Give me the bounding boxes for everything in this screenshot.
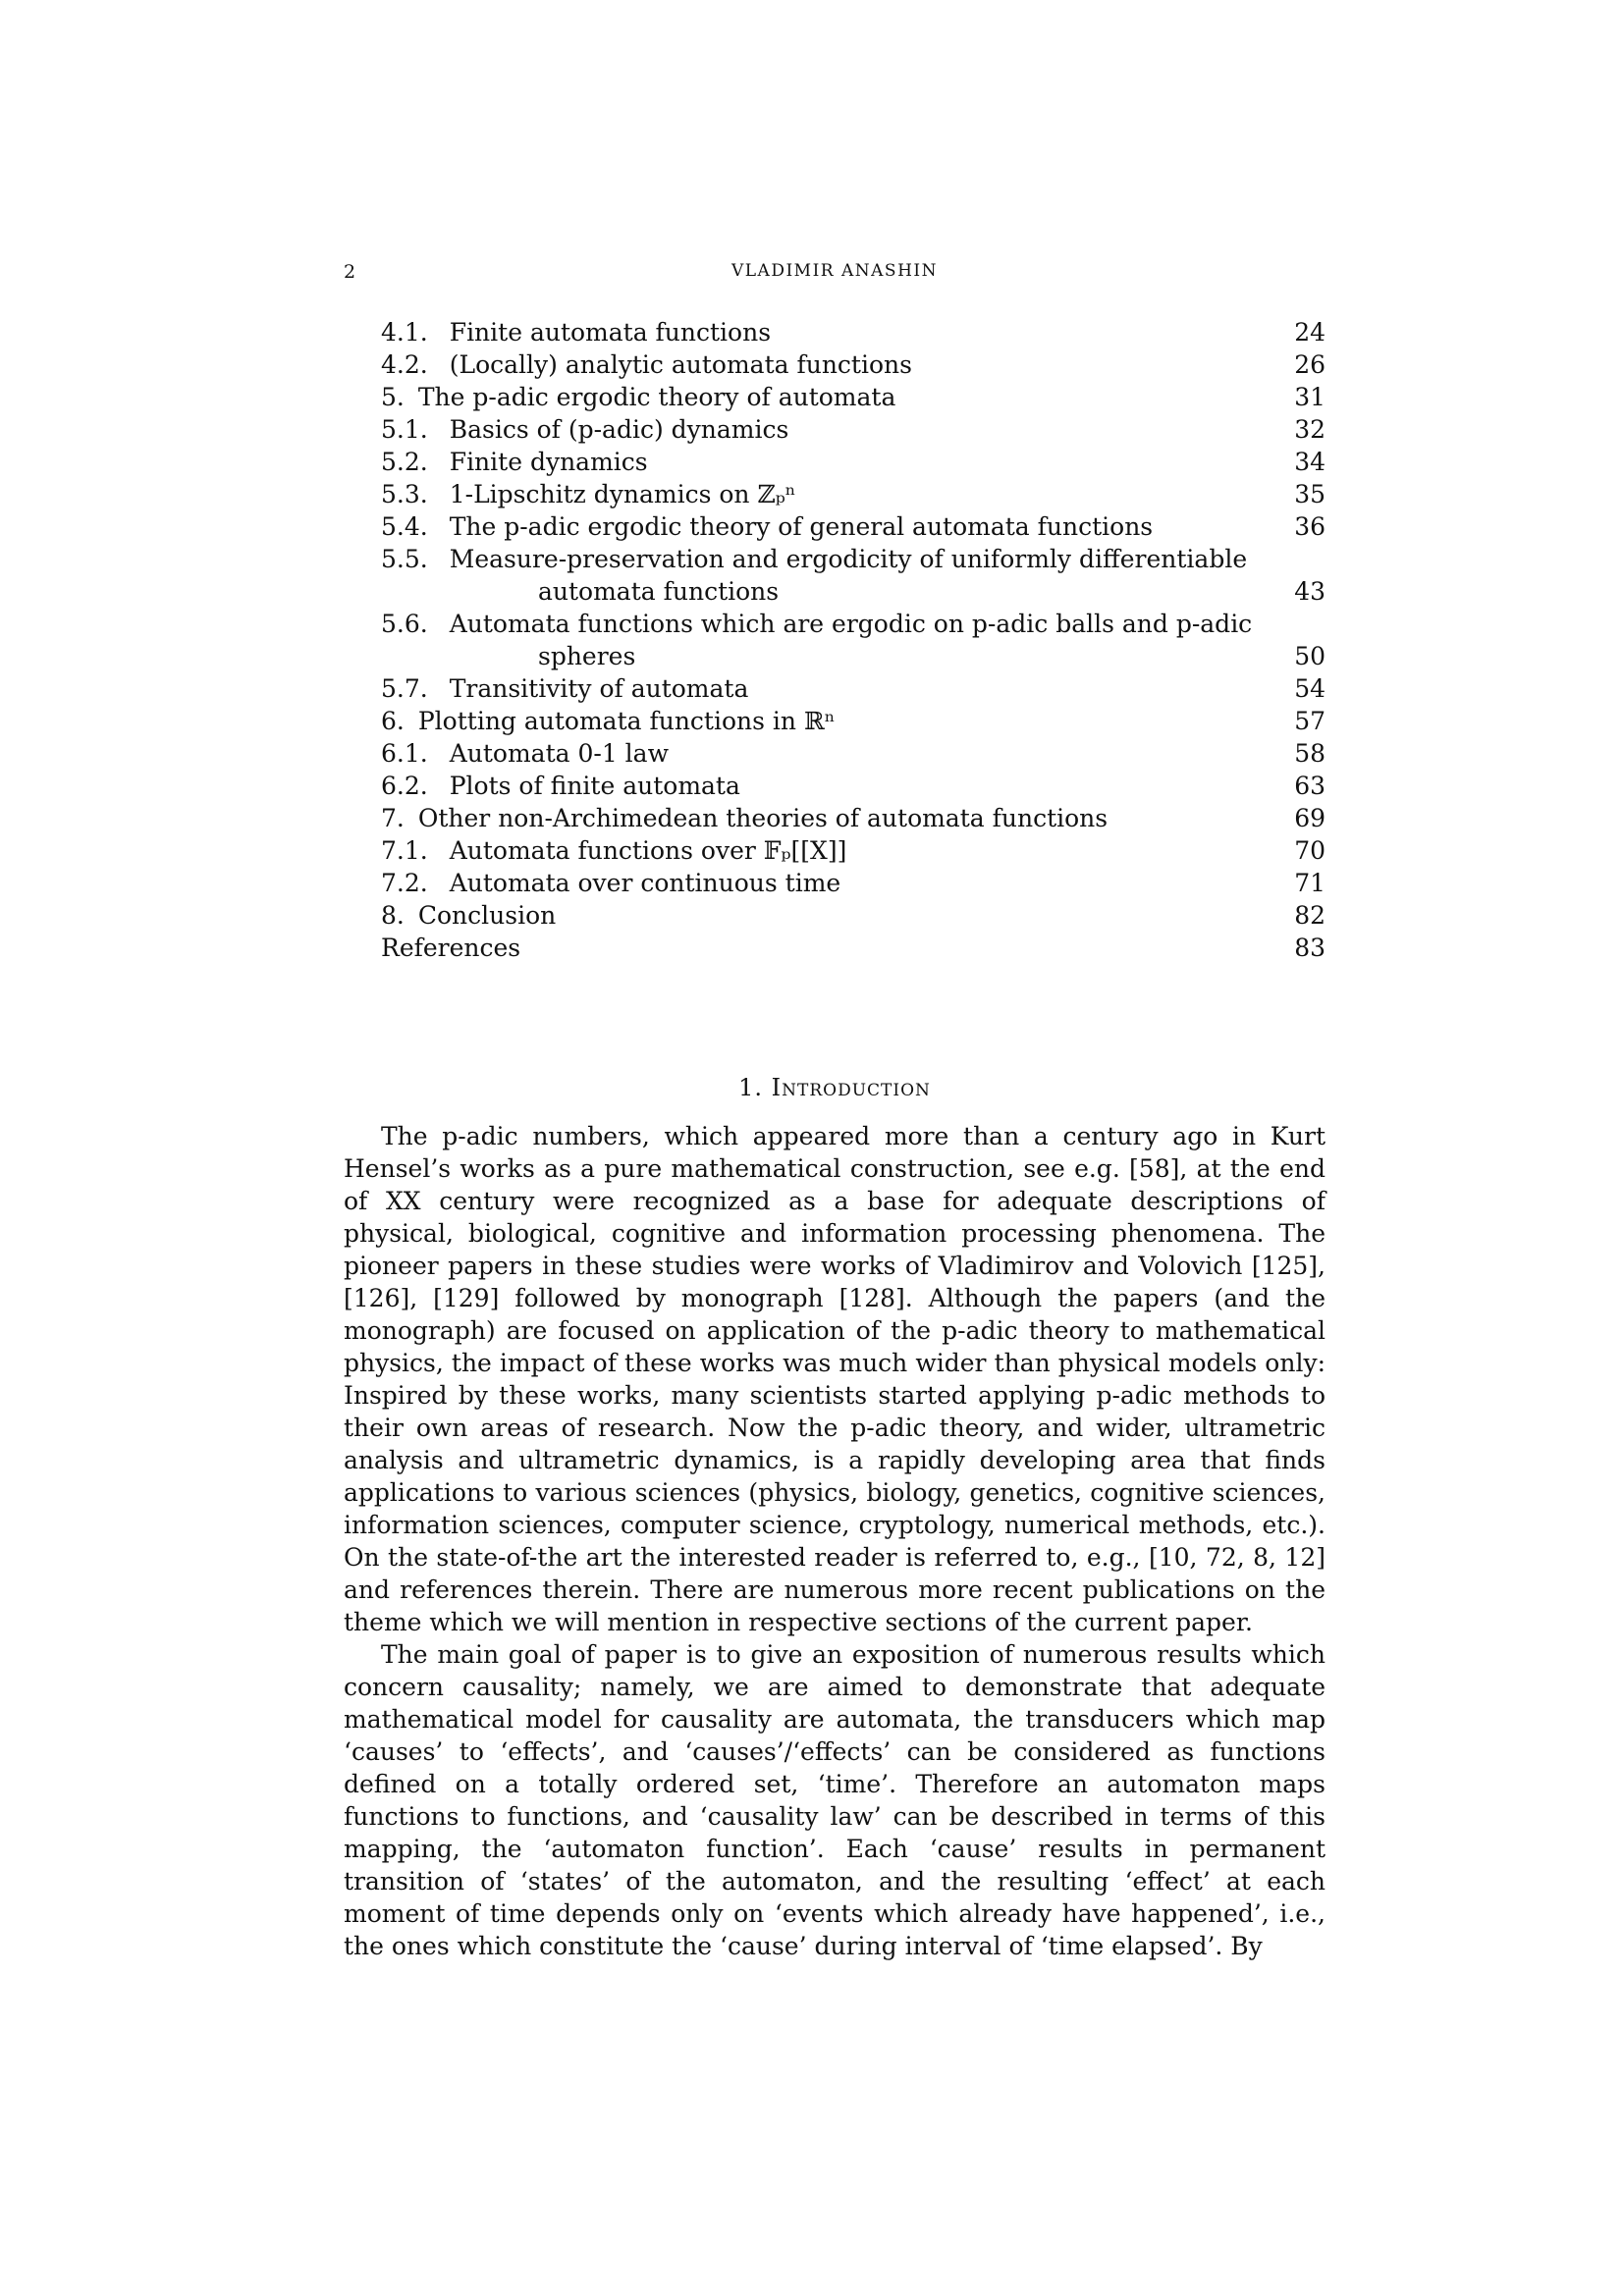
toc-entry-page: 69: [1294, 804, 1325, 832]
toc-entry-title: References: [381, 934, 521, 962]
toc-entry-title: Automata functions over 𝔽ₚ[[X]]: [449, 836, 847, 865]
toc-entry-page: 26: [1294, 350, 1325, 379]
toc-entry-page: 58: [1294, 739, 1325, 768]
paragraph: The p-adic numbers, which appeared more than a century ago in Kurt Hensel’s works as a pure mathematical construction, see e.g. [58], at the end of XX century were recognized as a base for adequate descriptions of physical, biological, cognitive and information processing phenomena. The pioneer papers in these studies were works of Vladimirov and Volovich [125], [126], [129] followed by monograph [128]. Although the papers (and the monograph) are focused on application of the p-adic theory to mathematical physics, the impact of these works was much wider than physical models only: Inspired by these works, many scientists started applying p-adic methods to their own areas of research. Now the p-adic theory, and wider, ultrametric analysis and ultrametric dynamics, is a rapidly developing area that finds applications to various sciences (physics, biology, genetics, cognitive sciences, information sciences, computer science, cryptology, numerical methods, etc.). On the state-of-the art the interested reader is referred to, e.g., [10, 72, 8, 12] and references therein. There are numerous more recent publications on the theme which we will mention in respective sections of the current paper.: [344, 1122, 1325, 1636]
toc-entry-number: 5.2.: [381, 448, 428, 476]
toc-entry-title: Automata functions which are ergodic on p-adic balls and p-adic: [449, 610, 1253, 638]
toc-entry-title-continued: automata functions: [538, 577, 780, 606]
toc-entry-title: Plots of finite automata: [449, 772, 740, 800]
toc-entry-number: 6.1.: [381, 739, 428, 768]
toc-entry-title: Other non-Archimedean theories of automata functions: [417, 804, 1109, 832]
toc-entry-title: Finite automata functions: [449, 318, 772, 347]
toc-entry-title: Automata 0-1 law: [449, 739, 669, 768]
paragraph: The main goal of paper is to give an exposition of numerous results which concern causality; namely, we are aimed to demonstrate that adequate mathematical model for causality are automata, the transducers which map ‘causes’ to ‘effects’, and ‘causes’/‘effects’ can be considered as functions defined on a totally ordered set, ‘time’. Therefore an automaton maps functions to functions, and ‘causality law’ can be described in terms of this mapping, the ‘automaton function’. Each ‘cause’ results in permanent transition of ‘states’ of the automaton, and the resulting ‘effect’ at each moment of time depends only on ‘events which already have happened’, i.e., the ones which constitute the ‘cause’ during interval of ‘time elapsed’. By: [344, 1640, 1325, 1960]
toc-entry-title: Basics of (p-adic) dynamics: [449, 415, 789, 444]
toc-entry-page: 83: [1294, 934, 1325, 962]
toc-entry-title: 1-Lipschitz dynamics on ℤₚⁿ: [449, 480, 796, 508]
toc-entry-number: 5.4.: [381, 512, 428, 541]
running-head: [344, 261, 1325, 291]
toc-entry-title-continued: spheres: [538, 642, 636, 670]
section-number: 1.: [738, 1074, 763, 1101]
toc-entry-page: 57: [1294, 707, 1325, 735]
toc-entry-page: 82: [1294, 901, 1325, 930]
toc-entry-page: 35: [1294, 480, 1325, 508]
toc-entry: [344, 834, 1325, 867]
toc-entry-title: Measure-preservation and ergodicity of uniformly differentiable: [449, 545, 1248, 573]
toc-entry: [344, 608, 1325, 640]
toc-entry-number: 5.5.: [381, 545, 428, 573]
toc-entry-title: The p-adic ergodic theory of automata: [417, 383, 896, 411]
toc-entry-number: 4.2.: [381, 350, 428, 379]
toc-entry-number: 6.2.: [381, 772, 428, 800]
toc-entry-page: 54: [1294, 674, 1325, 703]
toc-entry-page: 36: [1294, 512, 1325, 541]
toc-entry: [344, 543, 1325, 575]
toc-entry-title: Automata over continuous time: [449, 869, 841, 897]
section-title: Introduction: [771, 1074, 931, 1101]
toc-entry-number: 5.6.: [381, 610, 428, 638]
toc-entry-page: 32: [1294, 415, 1325, 444]
page-number: 2: [344, 261, 356, 283]
toc-entry-title: Transitivity of automata: [449, 674, 749, 703]
toc-entry-number: 7.2.: [381, 869, 428, 897]
toc-entry-title: (Locally) analytic automata functions: [449, 350, 912, 379]
toc-entry-page: 63: [1294, 772, 1325, 800]
toc-entry: [344, 381, 1325, 413]
toc-entry-page: 34: [1294, 448, 1325, 476]
toc-entry-number: 7.1.: [381, 836, 428, 865]
toc-entry-number: 7.: [381, 804, 405, 832]
toc-entry-number: 8.: [381, 901, 405, 930]
toc-entry: [344, 705, 1325, 737]
toc-entry: [344, 932, 1325, 964]
toc-entry-page: 31: [1294, 383, 1325, 411]
toc-entry-page: 50: [1294, 642, 1325, 670]
toc-entry: [344, 510, 1325, 543]
toc-entry-title: Conclusion: [417, 901, 557, 930]
toc-entry-title: The p-adic ergodic theory of general automata functions: [449, 512, 1154, 541]
toc-entry-title: Plotting automata functions in ℝⁿ: [417, 707, 836, 735]
table-of-contents: [344, 316, 1325, 964]
toc-entry-page: 24: [1294, 318, 1325, 347]
toc-entry-page: 70: [1294, 836, 1325, 865]
toc-entry: [344, 802, 1325, 834]
toc-entry: [344, 446, 1325, 478]
toc-entry: [344, 413, 1325, 446]
toc-entry-number: 5.7.: [381, 674, 428, 703]
toc-entry: [344, 867, 1325, 899]
body-text: [344, 1120, 1325, 1962]
toc-entry-number: 5.: [381, 383, 405, 411]
toc-entry: [344, 348, 1325, 381]
toc-entry-number: 5.1.: [381, 415, 428, 444]
toc-entry-number: 6.: [381, 707, 405, 735]
toc-entry-continuation: [344, 575, 1325, 608]
toc-entry-continuation: [344, 640, 1325, 672]
toc-entry-page: 71: [1294, 869, 1325, 897]
toc-entry-number: 4.1.: [381, 318, 428, 347]
toc-entry-number: 5.3.: [381, 480, 428, 508]
toc-entry: [344, 770, 1325, 802]
toc-entry-title: Finite dynamics: [449, 448, 648, 476]
toc-entry: [344, 478, 1325, 510]
toc-entry: [344, 737, 1325, 770]
toc-entry: [344, 672, 1325, 705]
toc-entry-page: 43: [1294, 577, 1325, 606]
toc-entry: [344, 899, 1325, 932]
toc-entry: [344, 316, 1325, 348]
section-heading: [344, 1074, 1325, 1101]
running-title: VLADIMIR ANASHIN: [730, 261, 938, 281]
